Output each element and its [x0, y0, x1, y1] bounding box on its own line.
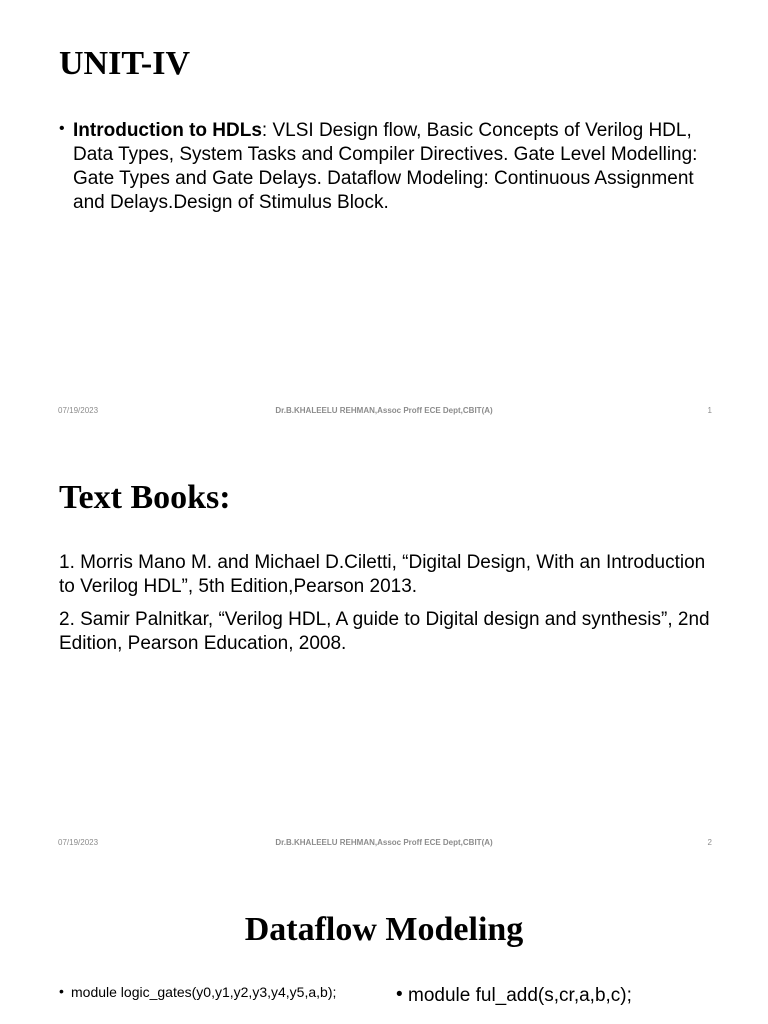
left-code-column	[59, 982, 349, 1002]
code-line: • module ful_add(s,cr,a,b,c);	[396, 982, 736, 1010]
footer-author: Dr.B.KHALEELU REHMAN,Assoc Proff ECE Dept,CBIT(A)	[275, 838, 493, 847]
reference-item: 2. Samir Palnitkar, “Verilog HDL, A guide to Digital design and synthesis”, 2nd Edition, Pearson Education, 2008.	[59, 609, 710, 654]
slide-2	[0, 432, 768, 864]
bullet-text: : VLSI Design flow, Basic Concepts of Verilog HDL, Data Types, System Tasks and Compiler Directives. Gate Level Modelling: Gate Types and Gate Delays. Dataflow Modeling: Continuous Assignment and Delays.Design of Stimulus Block.	[73, 120, 698, 213]
slide-1	[0, 0, 768, 432]
slide-3	[0, 864, 768, 1024]
reference-list	[59, 551, 719, 665]
footer-date: 07/19/2023	[58, 838, 99, 847]
code-line: • module logic_gates(y0,y1,y2,y3,y4,y5,a,b);	[59, 982, 349, 1002]
bullet-bold-lead: Introduction to HDLs	[73, 120, 262, 141]
slide-title: Text Books:	[59, 479, 231, 516]
slide-footer	[0, 404, 768, 418]
slide-title: UNIT-IV	[59, 45, 191, 82]
reference-item: 1. Morris Mano M. and Michael D.Ciletti, “Digital Design, With an Introduction to Verilog HDL”, 5th Edition,Pearson 2013.	[59, 552, 706, 597]
slide-footer	[0, 836, 768, 850]
page-number: 1	[707, 406, 712, 415]
footer-date: 07/19/2023	[58, 406, 99, 415]
right-code-column	[396, 982, 736, 1010]
slide-title: Dataflow Modeling	[244, 911, 524, 948]
bullet-item	[59, 119, 729, 215]
page-number: 2	[707, 838, 712, 847]
footer-author: Dr.B.KHALEELU REHMAN,Assoc Proff ECE Dept,CBIT(A)	[275, 406, 493, 415]
bullet-list	[59, 119, 729, 215]
